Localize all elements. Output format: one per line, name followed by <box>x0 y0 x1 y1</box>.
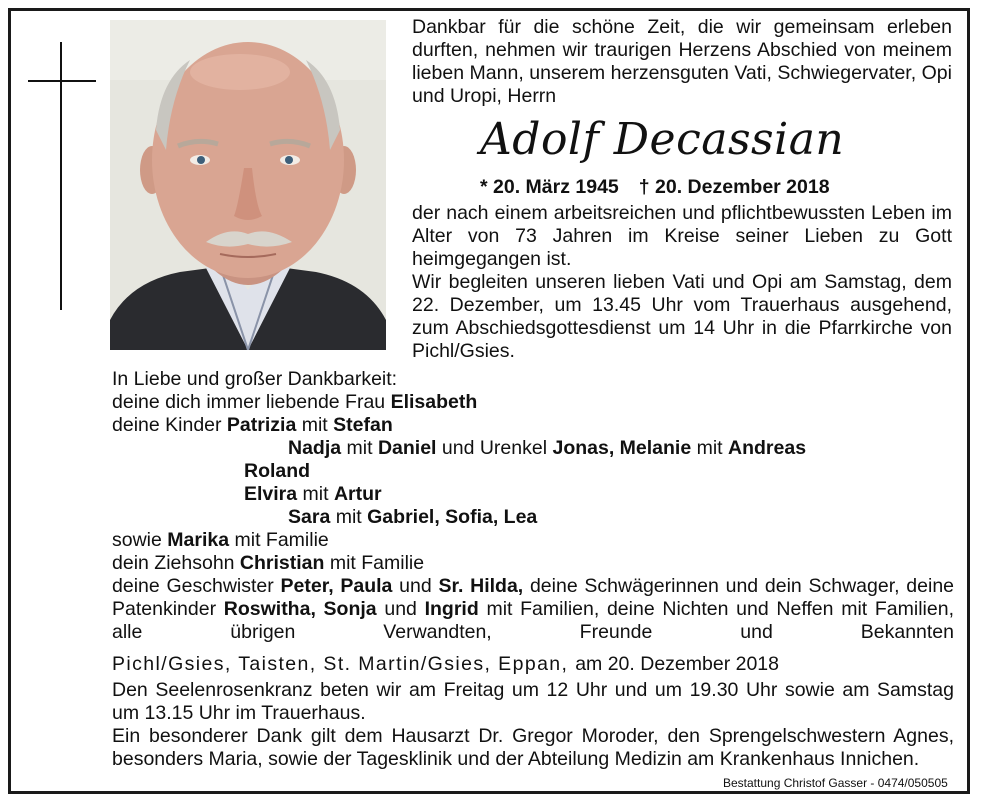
family-header: In Liebe und großer Dankbarkeit: <box>112 368 398 390</box>
funeral-home-credit: Bestattung Christof Gasser - 0474/050505 <box>723 776 948 790</box>
places-date <box>112 653 779 676</box>
family-line: Roland <box>244 460 311 482</box>
funeral-text: Wir begleiten unseren lieben Vati und Opi am Samstag, dem 22. Dezember, um 13.45 Uhr vom Trauerhaus ausgehend, zum Abschiedsgottesdienst um 14 Uhr in die Pfarrkirche von Pichl/Gsies. <box>412 271 952 362</box>
rosary-text: Den Seelenrosenkranz beten wir am Freitag um 12 Uhr und um 19.30 Uhr sowie am Samstag um 13.15 Uhr im Trauerhaus. <box>112 679 954 724</box>
family-line: dein Ziehsohn Christian mit Familie <box>112 552 425 574</box>
deceased-name: Adolf Decassian <box>480 114 845 165</box>
place-date: am 20. Dezember 2018 <box>575 653 779 675</box>
thanks-text: Ein besonderer Dank gilt dem Hausarzt Dr. Gregor Moroder, den Sprengelschwestern Agnes, besonders Maria, sowie der Tagesklinik und der Abteilung Medizin am Krankenhaus Innichen. <box>112 725 954 770</box>
family-line: Elvira mit Artur <box>244 483 382 505</box>
birth-date: * 20. März 1945 <box>480 176 619 198</box>
family-line: Nadja mit Daniel und Urenkel Jonas, Melanie mit Andreas <box>288 437 807 459</box>
passing-text: der nach einem arbeitsreichen und pflichtbewussten Leben im Alter von 73 Jahren im Kreise seiner Lieben zu Gott heimgegangen ist. <box>412 202 952 270</box>
family-line: sowie Marika mit Familie <box>112 529 329 551</box>
intro-text: Dankbar für die schöne Zeit, die wir gemeinsam erleben durften, nehmen wir traurigen Herzens Abschied von meinem lieben Mann, unserem herzensguten Vati, Schwiegervater, Opi und Uropi, Herrn <box>412 16 952 107</box>
life-dates <box>480 176 850 199</box>
closing-text <box>112 679 954 771</box>
family-line: deine Kinder Patrizia mit Stefan <box>112 414 393 436</box>
places: Pichl/Gsies, Taisten, St. Martin/Gsies, Eppan, <box>112 653 569 675</box>
family-line: Sara mit Gabriel, Sofia, Lea <box>288 506 538 528</box>
cross-icon-bar <box>28 80 96 82</box>
announcement-text <box>412 202 952 363</box>
family-paragraph: deine Geschwister Peter, Paula und Sr. Hilda, deine Schwägerinnen und dein Schwager, deine Patenkinder Roswitha, Sonja und Ingrid mit Familien, deine Nichten und Neffen mit Familien, alle übrigen Verwandten, Freunde und Bekannten <box>112 575 955 643</box>
family-line: deine dich immer liebende Frau Elisabeth <box>112 391 478 413</box>
cross-icon <box>60 42 62 310</box>
family-list <box>112 368 954 644</box>
death-date: † 20. Dezember 2018 <box>638 176 830 198</box>
portrait-photo <box>110 20 386 350</box>
